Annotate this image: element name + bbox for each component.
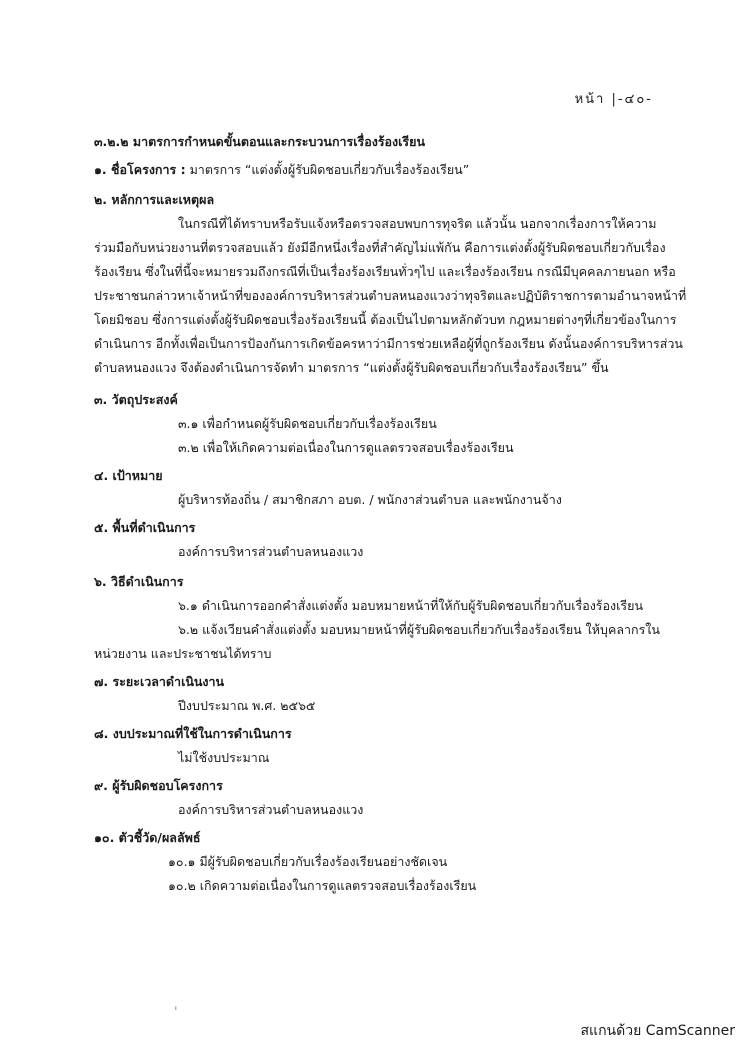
page-number: หน้า |-๔๐- xyxy=(574,92,653,107)
area-value: องค์การบริหารส่วนตำบลหนองแวง xyxy=(178,544,364,559)
principle-line: ดำเนินการ อีกทั้งเพื่อเป็นการป้องกันการเกิดข้อครหาว่ามีการช่วยเหลือผู้ที่ถูกร้องเรียน ดังนั้นองค์การบริหารส่วน xyxy=(94,336,683,351)
period-value: ปีงบประมาณ พ.ศ. ๒๕๖๕ xyxy=(178,698,316,713)
target-value: ผู้บริหารท้องถิ่น / สมาชิกสภา อบต. / พนักงาส่วนตำบล และพนักงานจ้าง xyxy=(178,492,562,507)
objective-item: ๓.๒ เพื่อให้เกิดความต่อเนื่องในการดูแลตรวจสอบเรื่องร้องเรียน xyxy=(178,440,514,455)
budget-value: ไม่ใช้งบประมาณ xyxy=(178,750,270,765)
responsible-value: องค์การบริหารส่วนตำบลหนองแวง xyxy=(178,802,364,817)
target-title: ๔. เป้าหมาย xyxy=(94,468,163,483)
method-title: ๖. วิธีดำเนินการ xyxy=(94,574,184,589)
principle-line: ประชาชนกล่าวหาเจ้าหน้าที่ขององค์การบริหารส่วนตำบลหนองแวงว่าทุจริตและปฏิบัติราชการตามอำนาจหน้าที่ xyxy=(94,288,687,303)
project-name xyxy=(94,160,469,180)
method-line: ๖.๒ แจ้งเวียนคำสั่งแต่งตั้ง มอบหมายหน้าที่ผู้รับผิดชอบเกี่ยวกับเรื่องร้องเรียน ให้บุคลากรใน xyxy=(178,622,660,637)
principle-line: ร่วมมือกับหน่วยงานที่ตรวจสอบแล้ว ยังมีอีกหนึ่งเรื่องที่สำคัญไม่แพ้กัน คือการแต่งตั้งผู้รับผิดชอบเกี่ยวกับเรื่อง xyxy=(94,240,666,255)
budget-title: ๘. งบประมาณที่ใช้ในการดำเนินการ xyxy=(94,726,292,741)
method-line: ๖.๑ ดำเนินการออกคำสั่งแต่งตั้ง มอบหมายหน้าที่ให้กับผู้รับผิดชอบเกี่ยวกับเรื่องร้องเรียน xyxy=(178,598,643,613)
principle-line: ร้องเรียน ซึ่งในที่นี้จะหมายรวมถึงกรณีที่เป็นเรื่องร้องเรียนทั่วๆไป และเรื่องร้องเรียน กรณีมีบุคคลภายนอก หรือ xyxy=(94,264,676,279)
indicator-item: ๑๐.๑ มีผู้รับผิดชอบเกี่ยวกับเรื่องร้องเรียนอย่างชัดเจน xyxy=(168,854,448,869)
section-heading: ๓.๒.๒ มาตรการกำหนดขั้นตอนและกระบวนการเรื่องร้องเรียน xyxy=(94,134,426,149)
project-label: ๑. ชื่อโครงการ : xyxy=(94,162,186,177)
method-line: หน่วยงาน และประชาชนได้ทราบ xyxy=(94,646,272,661)
objective-item: ๓.๑ เพื่อกำหนดผู้รับผิดชอบเกี่ยวกับเรื่องร้องเรียน xyxy=(178,416,437,431)
period-title: ๗. ระยะเวลาดำเนินงาน xyxy=(94,674,225,689)
principle-title: ๒. หลักการและเหตุผล xyxy=(94,192,215,207)
scan-mark: ᵢ xyxy=(175,1002,177,1013)
principle-line: ในกรณีที่ได้ทราบหรือรับแจ้งหรือตรวจสอบพบการทุจริต แล้วนั้น นอกจากเรื่องการให้ความ xyxy=(178,216,657,231)
responsible-title: ๙. ผู้รับผิดชอบโครงการ xyxy=(94,778,223,793)
principle-line: โดยมิชอบ ซึ่งการแต่งตั้งผู้รับผิดชอบเรื่องร้องเรียนนี้ ต้องเป็นไปตามหลักตัวบท กฎหมายต่างๆที่เกี่ยวข้องในการ xyxy=(94,312,677,327)
camscanner-watermark: สแกนด้วย CamScanner xyxy=(580,1023,735,1039)
principle-line: ตำบลหนองแวง จึงต้องดำเนินการจัดทำ มาตรการ “แต่งตั้งผู้รับผิดชอบเกี่ยวกับเรื่องร้องเรียน” ขึ้น xyxy=(94,360,609,375)
project-value: มาตรการ “แต่งตั้งผู้รับผิดชอบเกี่ยวกับเรื่องร้องเรียน” xyxy=(189,162,470,177)
objective-title: ๓. วัตถุประสงค์ xyxy=(94,392,178,407)
area-title: ๕. พื้นที่ดำเนินการ xyxy=(94,520,196,535)
indicator-title: ๑๐. ตัวชี้วัด/ผลลัพธ์ xyxy=(94,830,201,845)
indicator-item: ๑๐.๒ เกิดความต่อเนื่องในการดูแลตรวจสอบเรื่องร้องเรียน xyxy=(168,878,477,893)
